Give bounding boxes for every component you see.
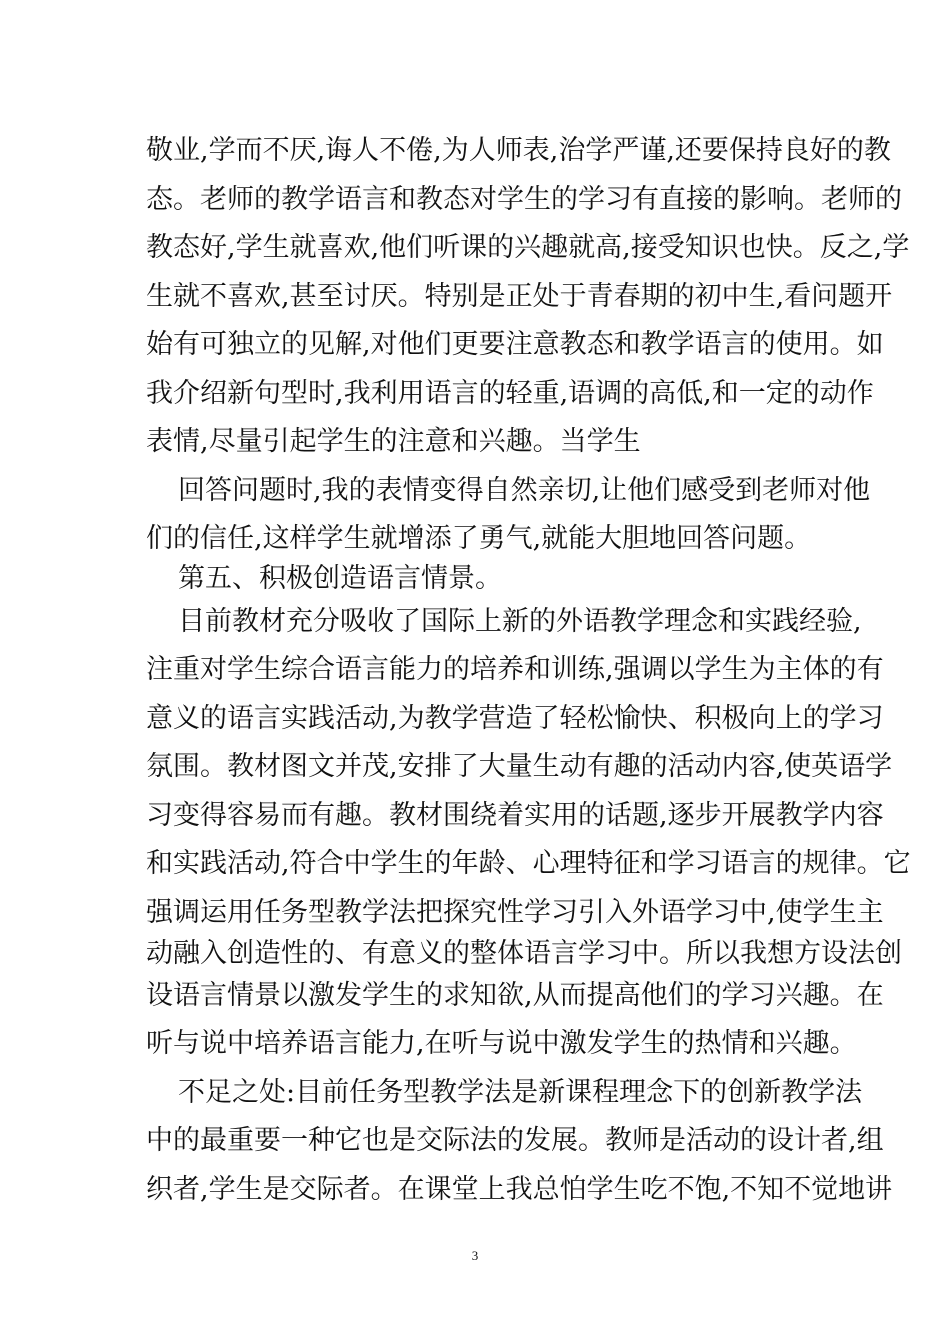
text-line: 始有可独立的见解,对他们更要注意教态和教学语言的使用。如 xyxy=(146,329,884,360)
text-line: 教态好,学生就喜欢,他们听课的兴趣就高,接受知识也快。反之,学 xyxy=(146,232,910,263)
text-line: 中的最重要一种它也是交际法的发展。教师是活动的设计者,组 xyxy=(146,1125,884,1156)
text-line: 们的信任,这样学生就增添了勇气,就能大胆地回答问题。 xyxy=(146,523,812,554)
text-line: 表情,尽量引起学生的注意和兴趣。当学生 xyxy=(146,426,641,457)
text-line: 设语言情景以激发学生的求知欲,从而提高他们的学习兴趣。在 xyxy=(146,980,884,1011)
text-line: 目前教材充分吸收了国际上新的外语教学理念和实践经验, xyxy=(178,606,862,637)
text-line: 回答问题时,我的表情变得自然亲切,让他们感受到老师对他 xyxy=(178,475,871,506)
text-line: 强调运用任务型教学法把探究性学习引入外语学习中,使学生主 xyxy=(146,897,884,928)
text-line: 习变得容易而有趣。教材围绕着实用的话题,逐步开展教学内容 xyxy=(146,800,884,831)
text-line: 和实践活动,符合中学生的年龄、心理特征和学习语言的规律。它 xyxy=(146,848,911,879)
text-line: 注重对学生综合语言能力的培养和训练,强调以学生为主体的有 xyxy=(146,654,884,685)
page-number: 3 xyxy=(471,1248,479,1263)
text-line: 生就不喜欢,甚至讨厌。特别是正处于青春期的初中生,看问题开 xyxy=(146,281,893,312)
text-line: 动融入创造性的、有意义的整体语言学习中。所以我想方设法创 xyxy=(146,938,902,969)
text-line: 不足之处:目前任务型教学法是新课程理念下的创新教学法 xyxy=(178,1077,863,1108)
text-line: 织者,学生是交际者。在课堂上我总怕学生吃不饱,不知不觉地讲 xyxy=(146,1174,893,1205)
text-line: 态。老师的教学语言和教态对学生的学习有直接的影响。老师的 xyxy=(146,184,902,215)
text-line: 敬业,学而不厌,诲人不倦,为人师表,治学严谨,还要保持良好的教 xyxy=(146,135,891,166)
text-line: 我介绍新句型时,我利用语言的轻重,语调的高低,和一定的动作 xyxy=(146,378,874,409)
text-line: 意义的语言实践活动,为教学营造了轻松愉快、积极向上的学习 xyxy=(146,703,884,734)
text-line: 氛围。教材图文并茂,安排了大量生动有趣的活动内容,使英语学 xyxy=(146,751,893,782)
section-heading: 第五、积极创造语言情景。 xyxy=(178,563,502,594)
text-line: 听与说中培养语言能力,在听与说中激发学生的热情和兴趣。 xyxy=(146,1028,857,1059)
